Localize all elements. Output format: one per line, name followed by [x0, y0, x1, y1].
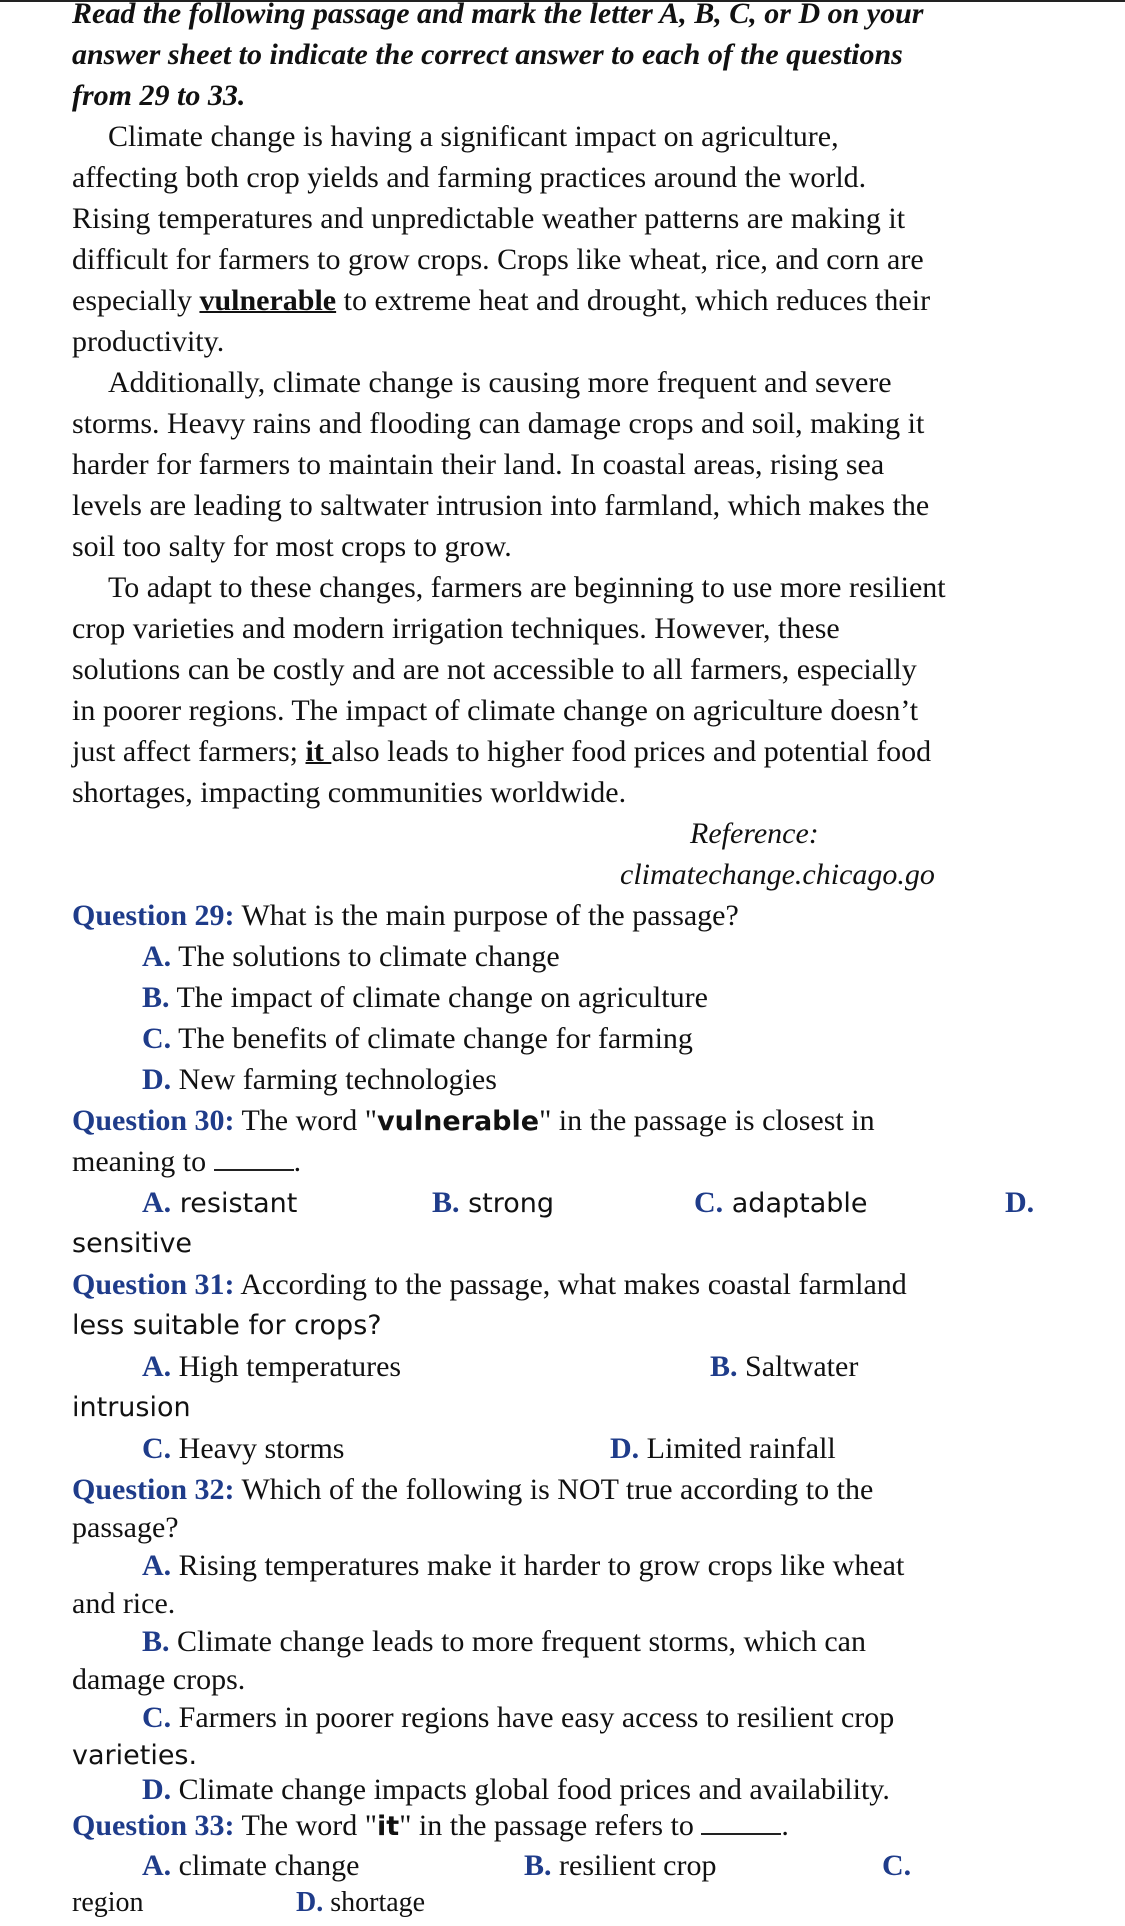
- q33-option-d[interactable]: [296, 1884, 425, 1922]
- instructions-line-2: answer sheet to indicate the correct answer to each of the questions: [72, 38, 903, 71]
- option-text: strong: [459, 1188, 555, 1219]
- option-letter: D.: [296, 1887, 324, 1918]
- option-letter: B.: [142, 981, 170, 1014]
- option-letter: A.: [142, 940, 172, 973]
- option-letter: A.: [142, 1549, 172, 1582]
- question-text: " in the passage refers to: [399, 1809, 694, 1842]
- reference-label: Reference:: [690, 817, 819, 850]
- passage-p2-line: Additionally, climate change is causing more frequent and severe: [108, 366, 892, 399]
- text-run: to extreme heat and drought, which reduces their: [336, 284, 931, 317]
- passage-p2-line: harder for farmers to maintain their land. In coastal areas, rising sea: [72, 448, 885, 481]
- question-number: Question 33:: [72, 1809, 235, 1842]
- passage-p1-line: affecting both crop yields and farming practices around the world.: [72, 161, 867, 194]
- question-text: " in the passage is closest in: [539, 1104, 875, 1137]
- passage-p1-line: difficult for farmers to grow crops. Crops like wheat, rice, and corn are: [72, 243, 924, 276]
- option-letter: D.: [142, 1773, 172, 1806]
- question-33-stem: [72, 1806, 789, 1847]
- text-run: especially: [72, 284, 200, 317]
- passage-p2-line: storms. Heavy rains and flooding can damage crops and soil, making it: [72, 407, 925, 440]
- q33-option-c[interactable]: [882, 1846, 911, 1886]
- question-text: .: [781, 1809, 789, 1842]
- question-text: The word ": [234, 1809, 378, 1842]
- option-text: climate change: [171, 1849, 360, 1882]
- question-30-stem-cont: [72, 1142, 301, 1182]
- answer-blank: [214, 1143, 294, 1171]
- question-text: .: [293, 1145, 302, 1178]
- text-run: also leads to higher food prices and potential food: [331, 735, 932, 768]
- question-text: Which of the following is NOT true according to the: [234, 1473, 874, 1506]
- option-letter: B.: [710, 1350, 738, 1383]
- passage-p3-line: in poorer regions. The impact of climate change on agriculture doesn’t: [72, 694, 919, 727]
- option-letter: A.: [142, 1350, 172, 1383]
- question-32-stem: [72, 1470, 873, 1510]
- question-31-stem: [72, 1265, 907, 1305]
- passage-p3-line: shortages, impacting communities worldwide.: [72, 776, 627, 809]
- option-text: Saltwater: [737, 1350, 859, 1383]
- option-letter: B.: [432, 1186, 460, 1219]
- option-text: adaptable: [723, 1188, 868, 1219]
- question-text: meaning to: [72, 1145, 207, 1178]
- q31-option-d[interactable]: [610, 1429, 836, 1469]
- q29-option-a[interactable]: [142, 937, 560, 977]
- q31-option-a[interactable]: [142, 1347, 401, 1387]
- question-30-stem: [72, 1101, 875, 1142]
- passage-p3-line: To adapt to these changes, farmers are beginning to use more resilient: [108, 571, 946, 604]
- instructions-line-3: from 29 to 33.: [72, 79, 246, 112]
- q32-option-b[interactable]: [142, 1622, 866, 1662]
- option-text: Climate change impacts global food prices and availability.: [171, 1773, 890, 1806]
- q32-option-d[interactable]: [142, 1770, 890, 1810]
- q30-option-b[interactable]: [432, 1183, 554, 1224]
- option-text: New farming technologies: [171, 1063, 497, 1096]
- option-text: shortage: [323, 1887, 426, 1918]
- q29-option-d[interactable]: [142, 1060, 497, 1100]
- option-letter: B.: [524, 1849, 552, 1882]
- option-letter: C.: [142, 1432, 172, 1465]
- option-text: Limited rainfall: [639, 1432, 836, 1465]
- option-letter: A.: [142, 1186, 172, 1219]
- q31-option-b[interactable]: [710, 1347, 858, 1387]
- passage-p1-line: productivity.: [72, 325, 225, 358]
- passage-p3-line: crop varieties and modern irrigation techniques. However, these: [72, 612, 840, 645]
- question-32-stem-cont: passage?: [72, 1511, 179, 1544]
- question-keyword: it: [377, 1811, 400, 1842]
- q29-option-b[interactable]: [142, 978, 708, 1018]
- q30-option-c[interactable]: [694, 1183, 868, 1224]
- option-text: High temperatures: [171, 1350, 402, 1383]
- q32-option-c-cont[interactable]: varieties.: [72, 1740, 198, 1771]
- option-letter: C.: [694, 1186, 724, 1219]
- option-text: The solutions to climate change: [171, 940, 560, 973]
- q33-last-row: [0, 1884, 1125, 1924]
- q33-option-c-text[interactable]: region: [72, 1887, 144, 1918]
- question-text: What is the main purpose of the passage?: [234, 899, 739, 932]
- question-text: The word ": [234, 1104, 378, 1137]
- instructions-line-1: Read the following passage and mark the letter A, B, C, or D on your: [72, 0, 924, 30]
- q30-option-d-text[interactable]: sensitive: [72, 1228, 193, 1259]
- option-letter: D.: [142, 1063, 172, 1096]
- question-29-stem: [72, 896, 739, 936]
- question-number: Question 29:: [72, 899, 235, 932]
- option-text: Climate change leads to more frequent storms, which can: [169, 1625, 866, 1658]
- q32-option-c[interactable]: [142, 1698, 894, 1738]
- option-letter: D.: [610, 1432, 640, 1465]
- option-letter: C.: [142, 1022, 172, 1055]
- passage-p1-line: [72, 281, 930, 321]
- passage-p1-line: Rising temperatures and unpredictable weather patterns are making it: [72, 202, 906, 235]
- q32-option-b-cont[interactable]: damage crops.: [72, 1663, 246, 1696]
- option-letter: D.: [1005, 1186, 1035, 1219]
- passage-p2-line: levels are leading to saltwater intrusion into farmland, which makes the: [72, 489, 930, 522]
- passage-p2-line: soil too salty for most crops to grow.: [72, 530, 512, 563]
- option-text: Farmers in poorer regions have easy access to resilient crop: [171, 1701, 895, 1734]
- option-letter: A.: [142, 1849, 172, 1882]
- q29-option-c[interactable]: [142, 1019, 693, 1059]
- passage-p1-line: Climate change is having a significant impact on agriculture,: [108, 120, 839, 153]
- option-text: resilient crop: [551, 1849, 717, 1882]
- q31-option-b-cont[interactable]: intrusion: [72, 1392, 191, 1423]
- question-text: According to the passage, what makes coastal farmland: [234, 1268, 907, 1301]
- option-text: The benefits of climate change for farming: [171, 1022, 693, 1055]
- q33-option-b[interactable]: [524, 1846, 716, 1886]
- option-letter: C.: [142, 1701, 172, 1734]
- answer-blank: [701, 1807, 781, 1835]
- question-number: Question 31:: [72, 1268, 235, 1301]
- option-text: Rising temperatures make it harder to grow crops like wheat: [171, 1549, 905, 1582]
- question-keyword: vulnerable: [377, 1106, 540, 1137]
- reference-source: climatechange.chicago.go: [620, 858, 935, 891]
- question-31-stem-cont: less suitable for crops?: [72, 1310, 382, 1341]
- highlighted-word-it: it: [305, 735, 332, 768]
- q31-option-c[interactable]: [142, 1429, 344, 1469]
- text-run: just affect farmers;: [72, 735, 306, 768]
- option-text: resistant: [171, 1188, 298, 1219]
- q30-option-d[interactable]: [1005, 1183, 1034, 1223]
- passage-p3-line: [72, 732, 931, 772]
- option-letter: C.: [882, 1849, 912, 1882]
- q32-option-a-cont[interactable]: and rice.: [72, 1587, 176, 1620]
- question-number: Question 32:: [72, 1473, 235, 1506]
- option-text: The impact of climate change on agriculture: [169, 981, 708, 1014]
- option-letter: B.: [142, 1625, 170, 1658]
- highlighted-word-vulnerable: vulnerable: [199, 284, 337, 317]
- q30-option-a[interactable]: [142, 1183, 297, 1224]
- option-text: Heavy storms: [171, 1432, 345, 1465]
- question-number: Question 30:: [72, 1104, 235, 1137]
- q33-option-a[interactable]: [142, 1846, 359, 1886]
- passage-p3-line: solutions can be costly and are not accessible to all farmers, especially: [72, 653, 917, 686]
- q32-option-a[interactable]: [142, 1546, 904, 1586]
